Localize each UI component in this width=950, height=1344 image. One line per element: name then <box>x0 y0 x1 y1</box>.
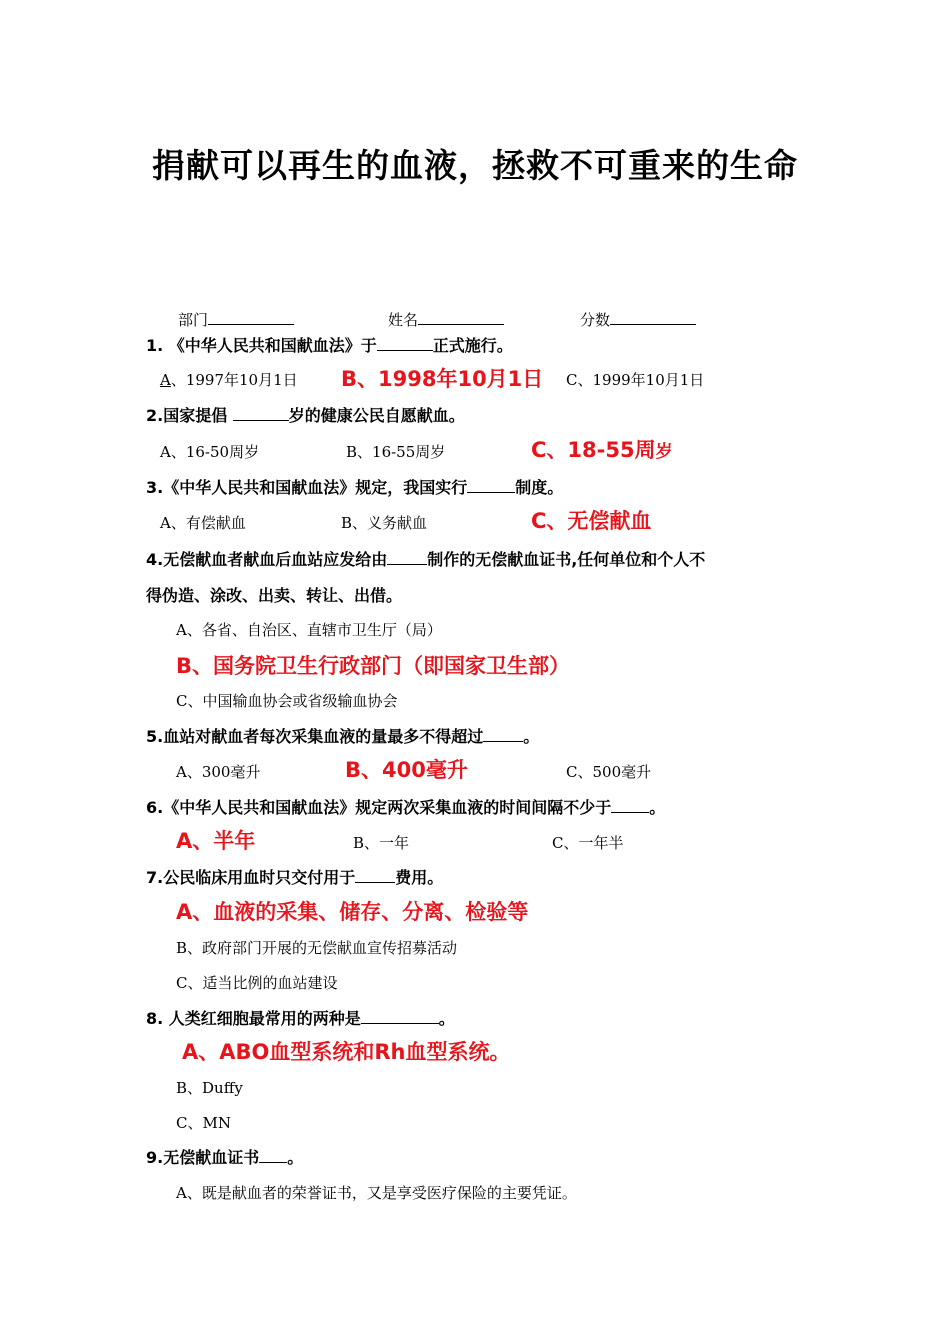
question-1-text-end: 正式施行。 <box>432 336 513 355</box>
question-9-option-a: A、既是献血者的荣誉证书，又是享受医疗保险的主要凭证。 <box>176 1184 577 1202</box>
question-9-blank <box>259 1148 287 1163</box>
question-5-option-a: A、300毫升 <box>176 763 261 781</box>
name-field[interactable] <box>388 310 504 330</box>
department-field[interactable] <box>178 310 294 330</box>
question-8-blank <box>361 1009 439 1024</box>
option-letter: A <box>160 371 171 389</box>
question-7-blank <box>355 868 395 883</box>
option-text: 、1997年10月1日 <box>170 371 298 389</box>
question-4-option-b-answer: B、国务院卫生行政部门（即国家卫生部） <box>176 654 571 678</box>
question-7-option-a-answer: A、血液的采集、储存、分离、检验等 <box>176 900 529 924</box>
department-label: 部门 <box>178 311 209 329</box>
question-2-text: 2.国家提倡 <box>146 406 233 425</box>
question-4-text: 4.无偿献血者献血后血站应发给由 <box>146 550 388 569</box>
question-5-text: 5.血站对献血者每次采集血液的量最多不得超过 <box>146 727 484 746</box>
question-3 <box>146 478 563 498</box>
question-8-text: 8. 人类红细胞最常用的两种是 <box>146 1009 361 1028</box>
question-1-option-b-answer: B、1998年10月1日 <box>341 367 544 391</box>
question-3-text: 3.《中华人民共和国献血法》规定，我国实行 <box>146 478 468 497</box>
question-9 <box>146 1148 303 1168</box>
question-8-option-b: B、Duffy <box>176 1079 243 1097</box>
question-1-blank <box>377 336 433 351</box>
question-6-blank <box>611 798 649 813</box>
question-7-text-end: 费用。 <box>395 868 444 887</box>
question-4-option-a: A、各省、自治区、直辖市卫生厅（局） <box>176 621 442 639</box>
question-6-option-a-answer: A、半年 <box>176 829 256 853</box>
question-5-option-c: C、500毫升 <box>566 763 652 781</box>
question-2-option-a: A、16-50周岁 <box>160 443 260 461</box>
question-3-option-a: A、有偿献血 <box>160 514 246 532</box>
question-6-option-b: B、一年 <box>353 834 410 852</box>
question-3-option-b: B、义务献血 <box>341 514 428 532</box>
score-label: 分数 <box>580 311 611 329</box>
score-blank[interactable] <box>610 310 696 325</box>
department-blank[interactable] <box>208 310 294 325</box>
question-8-option-a-answer: A、ABO血型系统和Rh血型系统。 <box>182 1040 511 1064</box>
question-6-text-end: 。 <box>649 798 666 817</box>
question-1-option-c: C、1999年10月1日 <box>566 371 705 389</box>
question-2-option-b: B、16-55周岁 <box>346 443 446 461</box>
question-1 <box>146 336 513 356</box>
question-6-option-c: C、一年半 <box>552 834 624 852</box>
question-5 <box>146 727 539 747</box>
document-title: 捐献可以再生的血液，拯救不可重来的生命 <box>152 146 798 185</box>
question-4-line-2: 得伪造、涂改、出卖、转让、出借。 <box>146 586 403 605</box>
name-blank[interactable] <box>418 310 504 325</box>
question-5-blank <box>483 727 523 742</box>
question-7-option-b: B、政府部门开展的无偿献血宣传招募活动 <box>176 939 458 957</box>
question-3-text-end: 制度。 <box>515 478 564 497</box>
option-text: C、18-55周 <box>531 438 656 462</box>
score-field[interactable] <box>580 310 696 330</box>
question-1-text: 1. 《中华人民共和国献血法》于 <box>146 336 377 355</box>
question-1-option-a <box>160 370 298 390</box>
question-8-text-end: 。 <box>438 1009 455 1028</box>
question-2-option-c-answer <box>531 438 673 464</box>
question-7-text: 7.公民临床用血时只交付用于 <box>146 868 356 887</box>
question-4-text-end: 制作的无偿献血证书,任何单位和个人不 <box>427 550 706 569</box>
question-4-blank <box>387 550 427 565</box>
question-2-text-end: 岁的健康公民自愿献血。 <box>288 406 465 425</box>
question-8-option-c: C、MN <box>176 1114 231 1132</box>
question-8 <box>146 1009 455 1029</box>
question-5-option-b-answer: B、400毫升 <box>345 758 468 782</box>
option-text-tail: 岁 <box>655 442 673 462</box>
question-7-option-c: C、适当比例的血站建设 <box>176 974 338 992</box>
name-label: 姓名 <box>388 311 419 329</box>
question-2-blank <box>233 406 289 421</box>
question-9-text: 9.无偿献血证书 <box>146 1148 260 1167</box>
question-9-text-end: 。 <box>287 1148 304 1167</box>
question-4-option-c: C、中国输血协会或省级输血协会 <box>176 692 398 710</box>
question-6 <box>146 798 665 818</box>
question-3-option-c-answer: C、无偿献血 <box>531 509 652 533</box>
question-2 <box>146 406 465 426</box>
question-4 <box>146 550 705 570</box>
question-7 <box>146 868 443 888</box>
question-6-text: 6.《中华人民共和国献血法》规定两次采集血液的时间间隔不少于 <box>146 798 612 817</box>
question-3-blank <box>467 478 515 493</box>
question-5-text-end: 。 <box>523 727 540 746</box>
